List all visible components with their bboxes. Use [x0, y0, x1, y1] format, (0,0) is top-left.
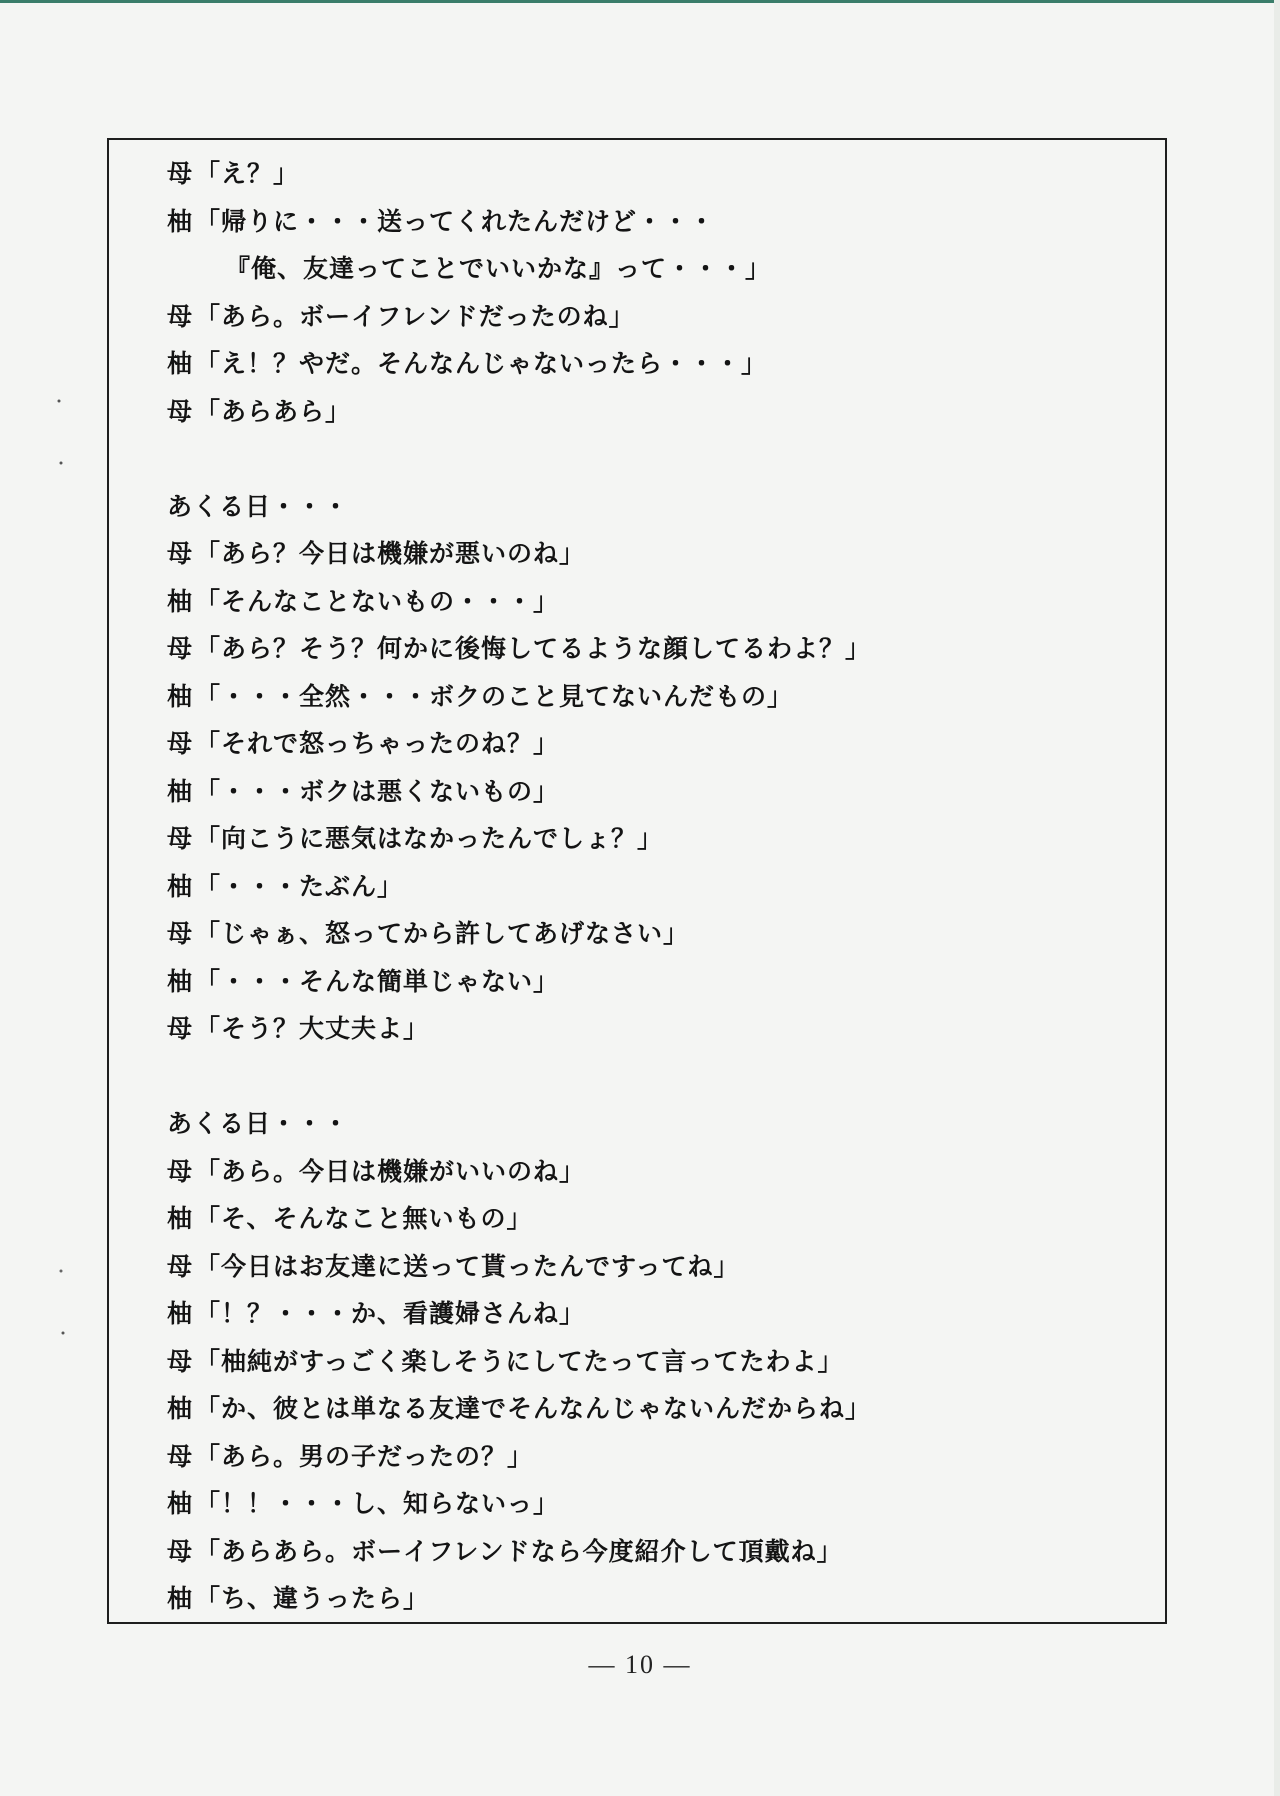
dialogue-line [167, 625, 1147, 673]
dialogue-line [167, 198, 1147, 246]
dialogue-text: 「それで怒っちゃったのね？」 [195, 729, 560, 758]
dialogue-line [167, 1005, 1147, 1053]
dialogue-text: 「じゃぁ、怒ってから許してあげなさい」 [195, 919, 690, 948]
dialogue-line [167, 1385, 1147, 1433]
dialogue-text: 「そう？大丈夫よ」 [195, 1014, 430, 1043]
dialogue-text: 「あら。今日は機嫌がいいのね」 [195, 1156, 586, 1186]
dialogue-line [167, 958, 1147, 1006]
dialogue-line [167, 388, 1147, 436]
speaker-label: 母 [167, 1536, 194, 1566]
dialogue-line [167, 1528, 1147, 1576]
speaker-label: 柚 [167, 776, 194, 806]
speaker-label: 柚 [167, 1489, 194, 1518]
speaker-label: 柚 [167, 1394, 194, 1423]
speaker-label: 母 [167, 1346, 194, 1376]
dialogue-text: 「そ、そんなこと無いもの」 [195, 1204, 533, 1233]
dialogue-text: 『俺、友達ってことでいいかな』って・・・」 [225, 254, 772, 283]
dialogue-line [167, 245, 1147, 293]
dialogue-text: 「帰りに・・・送ってくれたんだけど・・・ [195, 206, 716, 236]
dialogue-line [167, 1480, 1147, 1528]
dialogue-line [167, 1148, 1147, 1196]
dialogue-text: 「え！？やだ。そんなんじゃないったら・・・」 [195, 349, 768, 378]
dialogue-text: 「！？・・・か、看護婦さんね」 [195, 1299, 586, 1328]
speaker-label: 母 [167, 824, 194, 853]
speaker-label: 柚 [167, 871, 194, 901]
speaker-label: 柚 [167, 206, 194, 236]
dialogue-line [167, 578, 1147, 626]
speaker-label: 母 [167, 1014, 194, 1043]
speaker-label: 母 [167, 301, 194, 331]
dialogue-line [167, 293, 1147, 341]
speaker-label: 母 [167, 1441, 194, 1471]
dialogue-text: 「！！・・・し、知らないっ」 [195, 1489, 560, 1518]
dialogue-text: 「あら？そう？何かに後悔してるような顔してるわよ？」 [195, 634, 872, 663]
dialogue-line [167, 1575, 1147, 1623]
speaker-label: 母 [167, 919, 194, 948]
speck [60, 1270, 63, 1273]
dialogue-line [167, 1100, 1147, 1148]
speaker-label: 柚 [167, 966, 194, 996]
dialogue-text: 「今日はお友達に送って貰ったんですってね」 [195, 1251, 740, 1281]
dialogue-text: 「ち、違うったら」 [195, 1584, 430, 1613]
dialogue-line [167, 863, 1147, 911]
dialogue-text: 「向こうに悪気はなかったんでしょ？」 [195, 824, 664, 853]
dialogue-list [167, 150, 1147, 1623]
speaker-label: 柚 [167, 586, 194, 616]
speaker-label: 柚 [167, 1584, 194, 1613]
speaker-label: 母 [167, 159, 194, 188]
dialogue-text: あくる日・・・ [167, 491, 350, 521]
dialogue-text: 「あらあら」 [195, 396, 352, 426]
dialogue-line [167, 910, 1147, 958]
dialogue-text: 「あら？今日は機嫌が悪いのね」 [195, 539, 586, 568]
dialogue-text: 「柚純がすっごく楽しそうにしてたって言ってたわよ」 [195, 1346, 844, 1376]
speaker-label: 柚 [167, 1204, 194, 1233]
dialogue-line [167, 340, 1147, 388]
speaker-label: 母 [167, 1156, 194, 1186]
dialogue-text: 「・・・ボクは悪くないもの」 [195, 776, 560, 806]
speaker-label: 母 [167, 634, 194, 663]
speaker-label: 柚 [167, 349, 194, 378]
dialogue-line [167, 1290, 1147, 1338]
blank-line [167, 435, 1147, 483]
dialogue-line [167, 673, 1147, 721]
dialogue-text: 「あら。男の子だったの？」 [195, 1441, 534, 1471]
dialogue-text: 「か、彼とは単なる友達でそんなんじゃないんだからね」 [195, 1394, 872, 1423]
dialogue-text: 「・・・たぶん」 [195, 871, 404, 901]
speck [62, 1332, 65, 1335]
dialogue-line [167, 768, 1147, 816]
speaker-label: 母 [167, 729, 194, 758]
dialogue-line [167, 530, 1147, 578]
dialogue-line [167, 1195, 1147, 1243]
dialogue-text: 「そんなことないもの・・・」 [195, 586, 560, 616]
dialogue-line [167, 720, 1147, 768]
dialogue-line [167, 483, 1147, 531]
dialogue-line [167, 1338, 1147, 1386]
speaker-label: 柚 [167, 681, 194, 711]
dialogue-line [167, 1433, 1147, 1481]
dialogue-text: 「あらあら。ボーイフレンドなら今度紹介して頂戴ね」 [195, 1536, 843, 1566]
dialogue-text: 「・・・そんな簡単じゃない」 [195, 966, 560, 996]
dialogue-text: あくる日・・・ [167, 1109, 350, 1138]
speck [58, 400, 61, 403]
dialogue-text: 「あら。ボーイフレンドだったのね」 [195, 301, 635, 331]
speaker-label: 母 [167, 396, 194, 426]
dialogue-line [167, 150, 1147, 198]
dialogue-text: 「・・・全然・・・ボクのこと見てないんだもの」 [195, 681, 794, 711]
speaker-label: 柚 [167, 1299, 194, 1328]
page-number: — 10 — [588, 1650, 692, 1679]
speaker-label: 母 [167, 539, 194, 568]
dialogue-text: 「え？」 [195, 159, 300, 188]
speck [60, 462, 63, 465]
blank-line [167, 1053, 1147, 1101]
speaker-label: 母 [167, 1251, 194, 1281]
dialogue-line [167, 815, 1147, 863]
dialogue-line [167, 1243, 1147, 1291]
